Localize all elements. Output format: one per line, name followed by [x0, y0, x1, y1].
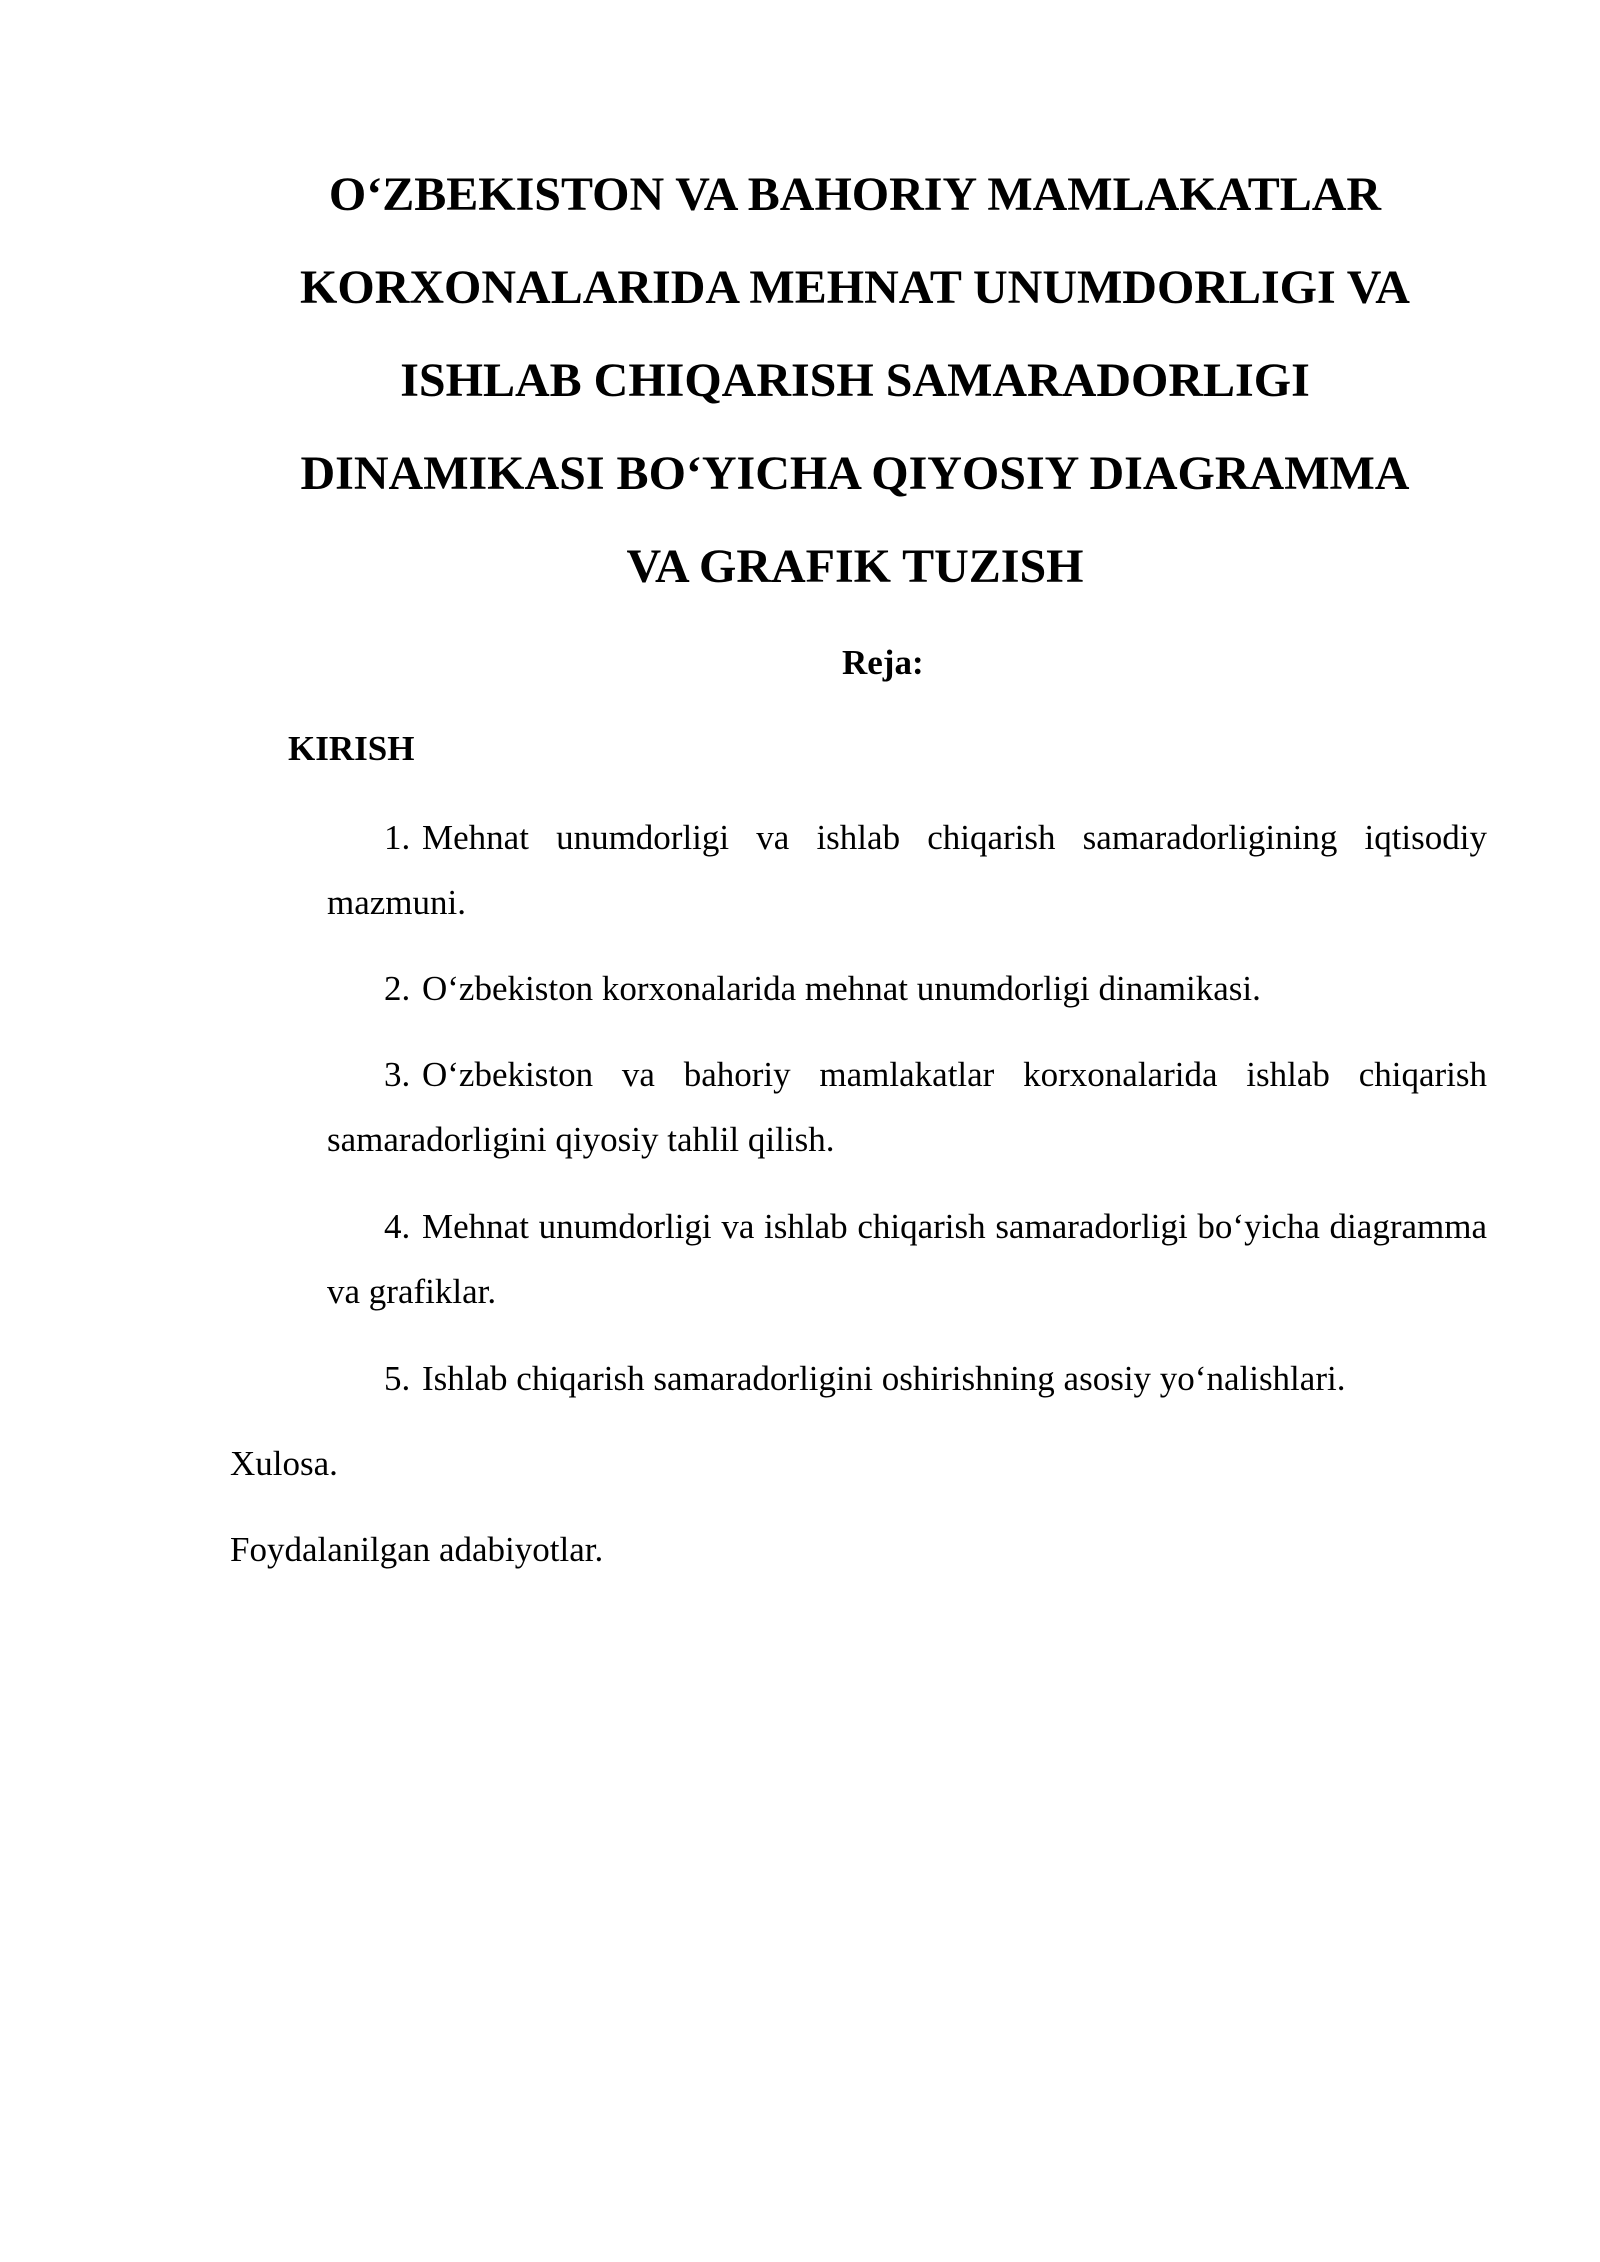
plan-item-number: 4.	[384, 1207, 411, 1246]
plan-item-text: Mehnat unumdorligi va ishlab chiqarish samaradorligi bo‘yicha diagramma va grafiklar.	[327, 1207, 1487, 1311]
plan-item	[327, 1194, 1487, 1324]
plan-item-number: 5.	[384, 1359, 411, 1398]
plan-item	[327, 1346, 1487, 1411]
title-line: VA GRAFIK TUZISH	[626, 540, 1084, 593]
plan-item-text: O‘zbekiston korxonalarida mehnat unumdorligi dinamikasi.	[422, 969, 1261, 1008]
references-label: Foydalanilgan adabiyotlar.	[230, 1530, 604, 1569]
conclusion-label: Xulosa.	[230, 1444, 338, 1483]
plan-item-text: Mehnat unumdorligi va ishlab chiqarish samaradorligining iqtisodiy mazmuni.	[327, 818, 1487, 922]
plan-item	[327, 805, 1487, 935]
plan-item-text: Ishlab chiqarish samaradorligini oshirishning asosiy yo‘nalishlari.	[422, 1359, 1346, 1398]
plan-item	[327, 956, 1487, 1021]
plan-heading: Reja:	[842, 643, 924, 682]
plan-item-text: O‘zbekiston va bahoriy mamlakatlar korxonalarida ishlab chiqarish samaradorligini qiyosiy tahlil qilish.	[327, 1055, 1487, 1159]
plan-item-number: 2.	[384, 969, 411, 1008]
intro-label: KIRISH	[288, 729, 415, 768]
title-line: O‘ZBEKISTON VA BAHORIY MAMLAKATLAR	[328, 168, 1382, 221]
title-line: DINAMIKASI BO‘YICHA QIYOSIY DIAGRAMMA	[300, 447, 1410, 500]
document-title	[225, 148, 1485, 613]
title-line: ISHLAB CHIQARISH SAMARADORLIGI	[400, 354, 1310, 407]
plan-item	[327, 1042, 1487, 1172]
title-line: KORXONALARIDA MEHNAT UNUMDORLIGI VA	[300, 261, 1410, 314]
plan-item-number: 1.	[384, 818, 411, 857]
plan-item-number: 3.	[384, 1055, 411, 1094]
